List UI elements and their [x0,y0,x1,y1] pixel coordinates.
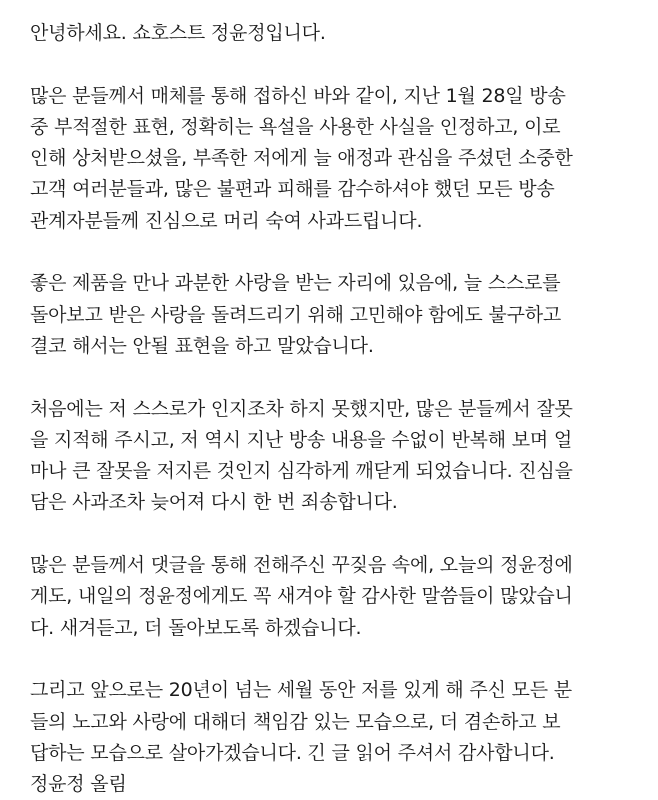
text-line: 답하는 모습으로 살아가겠습니다. 긴 글 읽어 주셔서 감사합니다. [30,741,555,764]
paragraph-comments [30,550,632,644]
paragraph-closing [30,675,632,800]
text-line: 그리고 앞으로는 20년이 넘는 세월 동안 저를 있게 해 주신 모든 분 [30,679,572,702]
signature-line: 정윤정 올림 [30,773,127,796]
text-line: 좋은 제품을 만나 과분한 사랑을 받는 자리에 있음에, 늘 스스로를 [30,272,561,295]
greeting-line: 안녕하세요. 쇼호스트 정윤정입니다. [30,22,326,44]
text-line: 마나 큰 잘못을 저지른 것인지 심각하게 깨닫게 되었습니다. 진심을 [30,460,573,483]
text-line: 들의 노고와 사랑에 대해더 책임감 있는 모습으로, 더 겸손하고 보 [30,710,561,733]
text-line: 돌아보고 받은 사랑을 돌려드리기 위해 고민해야 함에도 불구하고 [30,303,562,326]
text-line: 중 부적절한 표현, 정확히는 욕설을 사용한 사실을 인정하고, 이로 [30,115,561,138]
text-line: 인해 상처받으셨을, 부족한 저에게 늘 애정과 관심을 주셨던 소중한 [30,147,573,170]
text-line: 담은 사과조차 늦어져 다시 한 번 죄송합니다. [30,491,398,514]
text-line: 관계자분들께 진심으로 머리 숙여 사과드립니다. [30,209,423,232]
paragraph-media-report [30,81,632,237]
text-line: 결코 해서는 안될 표현을 하고 말았습니다. [30,334,374,357]
text-line: 게도, 내일의 정윤정에게도 꼭 새겨야 할 감사한 말씀들이 많았습니 [30,585,573,608]
greeting-paragraph [30,18,632,49]
text-line: 많은 분들께서 매체를 통해 접하신 바와 같이, 지난 1월 28일 방송 [30,84,566,107]
text-line: 고객 여러분들과, 많은 불편과 피해를 감수하셔야 했던 모든 방송 [30,178,555,201]
text-line: 처음에는 저 스스로가 인지조차 하지 못했지만, 많은 분들께서 잘못 [30,397,573,420]
paragraph-realization [30,394,632,519]
text-line: 을 지적해 주시고, 저 역시 지난 방송 내용을 수없이 반복해 보며 얼 [30,428,573,451]
paragraph-reflection [30,268,632,362]
text-line: 많은 분들께서 댓글을 통해 전해주신 꾸짖음 속에, 오늘의 정윤정에 [30,554,573,577]
text-line: 다. 새겨듣고, 더 돌아보도록 하겠습니다. [30,616,362,639]
